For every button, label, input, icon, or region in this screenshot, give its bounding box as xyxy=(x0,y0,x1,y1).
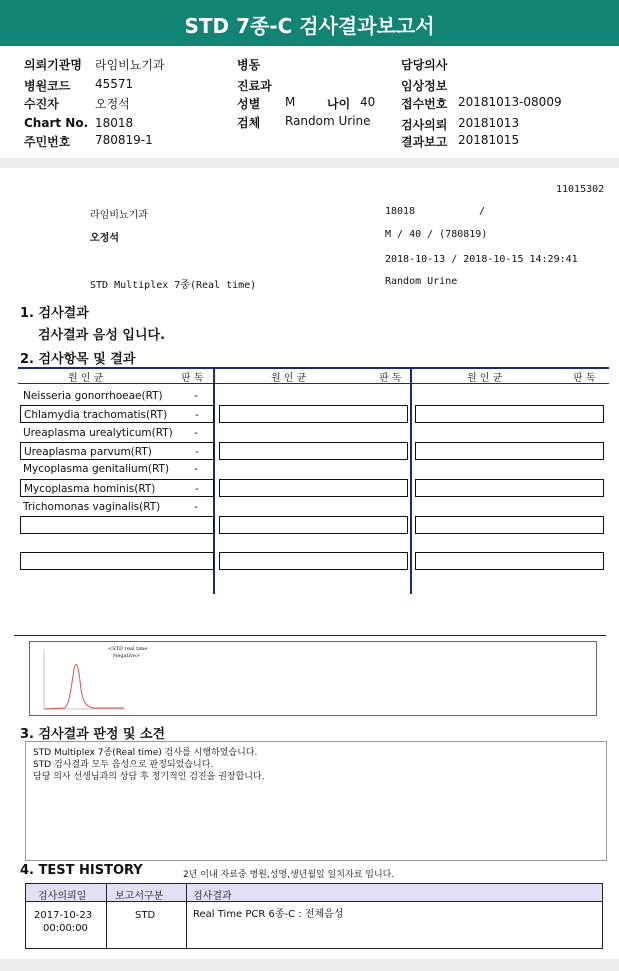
print-specimen: Random Urine xyxy=(385,276,458,287)
col-header-judge: 판 독 xyxy=(379,373,402,384)
empty-cell xyxy=(415,405,604,423)
empty-cell xyxy=(415,442,604,460)
pathogen-name: Chlamydia trachomatis(RT) xyxy=(24,409,168,421)
age-value: 40 xyxy=(360,95,376,109)
print-sex-age: M / 40 / (780819) xyxy=(385,229,488,240)
specimen-value: Random Urine xyxy=(285,114,371,128)
empty-cell xyxy=(219,442,408,460)
result-row xyxy=(20,479,214,497)
print-clinic: 라임비뇨기과 xyxy=(90,210,148,221)
pathogen-name: Neisseria gonorrhoeae(RT) xyxy=(23,390,163,402)
result-row xyxy=(20,460,214,478)
col-header-judge: 판 독 xyxy=(181,373,204,384)
history-header: 보고서구분 xyxy=(115,891,164,902)
comment-line: STD 검사결과 모두 음성으로 판정되었습니다. xyxy=(33,760,214,770)
print-patient: 오정석 xyxy=(90,233,119,244)
pathogen-result: - xyxy=(195,446,199,458)
empty-row xyxy=(20,516,214,534)
section3-title: 3. 검사결과 판정 및 소견 xyxy=(20,727,166,742)
print-test: STD Multiplex 7종(Real time) xyxy=(90,280,257,291)
empty-cell xyxy=(415,516,604,534)
empty-cell xyxy=(219,405,408,423)
print-slash: / xyxy=(479,206,486,217)
pathogen-name: Mycoplasma hominis(RT) xyxy=(24,483,156,495)
col-header-pathogen: 원 인 균 xyxy=(467,373,503,384)
pathogen-name: Mycoplasma genitalium(RT) xyxy=(23,463,170,475)
history-time: 00:00:00 xyxy=(43,923,88,934)
accession-value: 20181013-08009 xyxy=(458,95,562,109)
section1-result: 검사결과 음성 입니다. xyxy=(38,328,166,343)
history-result: Real Time PCR 6종-C : 전체음성 xyxy=(193,909,344,920)
sex-value: M xyxy=(285,95,296,109)
print-id: 11015302 xyxy=(556,184,605,195)
result-row xyxy=(20,498,214,516)
patient-value: 오정석 xyxy=(95,97,130,111)
history-table xyxy=(25,883,603,949)
chart-label: Chart No. xyxy=(24,116,89,130)
doctor-label: 담당의사 xyxy=(401,58,448,72)
pathogen-name: Ureaplasma urealyticum(RT) xyxy=(23,427,173,439)
section2-title: 2. 검사항목 및 결과 xyxy=(20,352,136,367)
column-divider xyxy=(410,367,412,594)
pathogen-result: - xyxy=(194,463,198,475)
empty-cell xyxy=(415,552,604,570)
chart-value: 18018 xyxy=(95,116,134,130)
graph-subtitle: Negative> xyxy=(113,653,141,659)
hospital-code-value: 45571 xyxy=(95,77,134,91)
result-row xyxy=(20,424,214,442)
comment-box xyxy=(25,741,607,861)
print-chart: 18018 xyxy=(385,206,416,217)
empty-row xyxy=(20,552,214,570)
footer-bar xyxy=(0,959,619,971)
resident-label: 주민번호 xyxy=(24,135,71,149)
pathogen-result: - xyxy=(195,483,199,495)
history-col-divider xyxy=(186,884,187,948)
request-label: 검사의뢰 xyxy=(401,118,448,132)
report-date-label: 결과보고 xyxy=(401,135,448,149)
institution-label: 의뢰기관명 xyxy=(24,58,82,72)
pathogen-name: Ureaplasma parvum(RT) xyxy=(24,446,152,458)
history-col-divider xyxy=(106,884,107,948)
empty-cell xyxy=(219,516,408,534)
request-value: 20181013 xyxy=(458,116,520,130)
sex-label: 성별 xyxy=(237,97,261,111)
col-header-pathogen: 원 인 균 xyxy=(68,373,104,384)
section4-title: 4. TEST HISTORY xyxy=(20,863,143,878)
clinical-label: 임상정보 xyxy=(401,79,448,93)
report-header xyxy=(0,52,619,164)
result-row xyxy=(20,442,214,460)
col-header-judge: 판 독 xyxy=(573,373,596,384)
history-header: 검사결과 xyxy=(193,891,232,902)
header-divider xyxy=(0,158,619,168)
institution-value: 라임비뇨기과 xyxy=(95,58,165,72)
pathogen-name: Trichomonas vaginalis(RT) xyxy=(23,501,161,513)
graph-title: <STD real time xyxy=(108,646,148,652)
comment-line: STD Multiplex 7종(Real time) 검사를 시행하였습니다. xyxy=(33,748,258,758)
pathogen-result: - xyxy=(194,427,198,439)
history-type: STD xyxy=(135,910,156,921)
section-divider xyxy=(14,635,606,636)
history-date: 2017-10-23 xyxy=(34,910,93,921)
pathogen-result: - xyxy=(194,501,198,513)
pathogen-result: - xyxy=(195,409,199,421)
table-top-rule xyxy=(18,367,609,369)
result-row xyxy=(20,387,214,405)
comment-line: 담당 의사 선생님과의 상담 후 정기적인 검진을 권장합니다. xyxy=(33,772,265,782)
age-label: 나이 xyxy=(327,97,351,111)
pathogen-result: - xyxy=(194,390,198,402)
accession-label: 접수번호 xyxy=(401,97,448,111)
table-header-rule xyxy=(18,383,609,384)
resident-value: 780819-1 xyxy=(95,133,153,147)
empty-cell xyxy=(415,479,604,497)
empty-cell xyxy=(219,479,408,497)
result-row xyxy=(20,405,214,423)
history-note: 2년 이내 자료중 병원,성명,생년월일 일치자료 입니다. xyxy=(183,870,395,880)
section1-title: 1. 검사결과 xyxy=(20,306,89,321)
report-title: STD 7종-C 검사결과보고서 xyxy=(0,0,619,46)
hospital-code-label: 병원코드 xyxy=(24,79,71,93)
col-header-pathogen: 원 인 균 xyxy=(271,373,307,384)
pcr-graph-box xyxy=(29,641,597,716)
history-header-row xyxy=(26,884,602,902)
specimen-label: 검체 xyxy=(237,116,261,130)
history-header: 검사의뢰일 xyxy=(38,891,87,902)
patient-label: 수진자 xyxy=(24,97,59,111)
empty-cell xyxy=(219,552,408,570)
ward-label: 병동 xyxy=(237,58,261,72)
amplification-curve xyxy=(44,665,124,709)
report-date-value: 20181015 xyxy=(458,133,520,147)
print-dates: 2018-10-13 / 2018-10-15 14:29:41 xyxy=(385,254,578,265)
dept-label: 진료과 xyxy=(237,79,272,93)
